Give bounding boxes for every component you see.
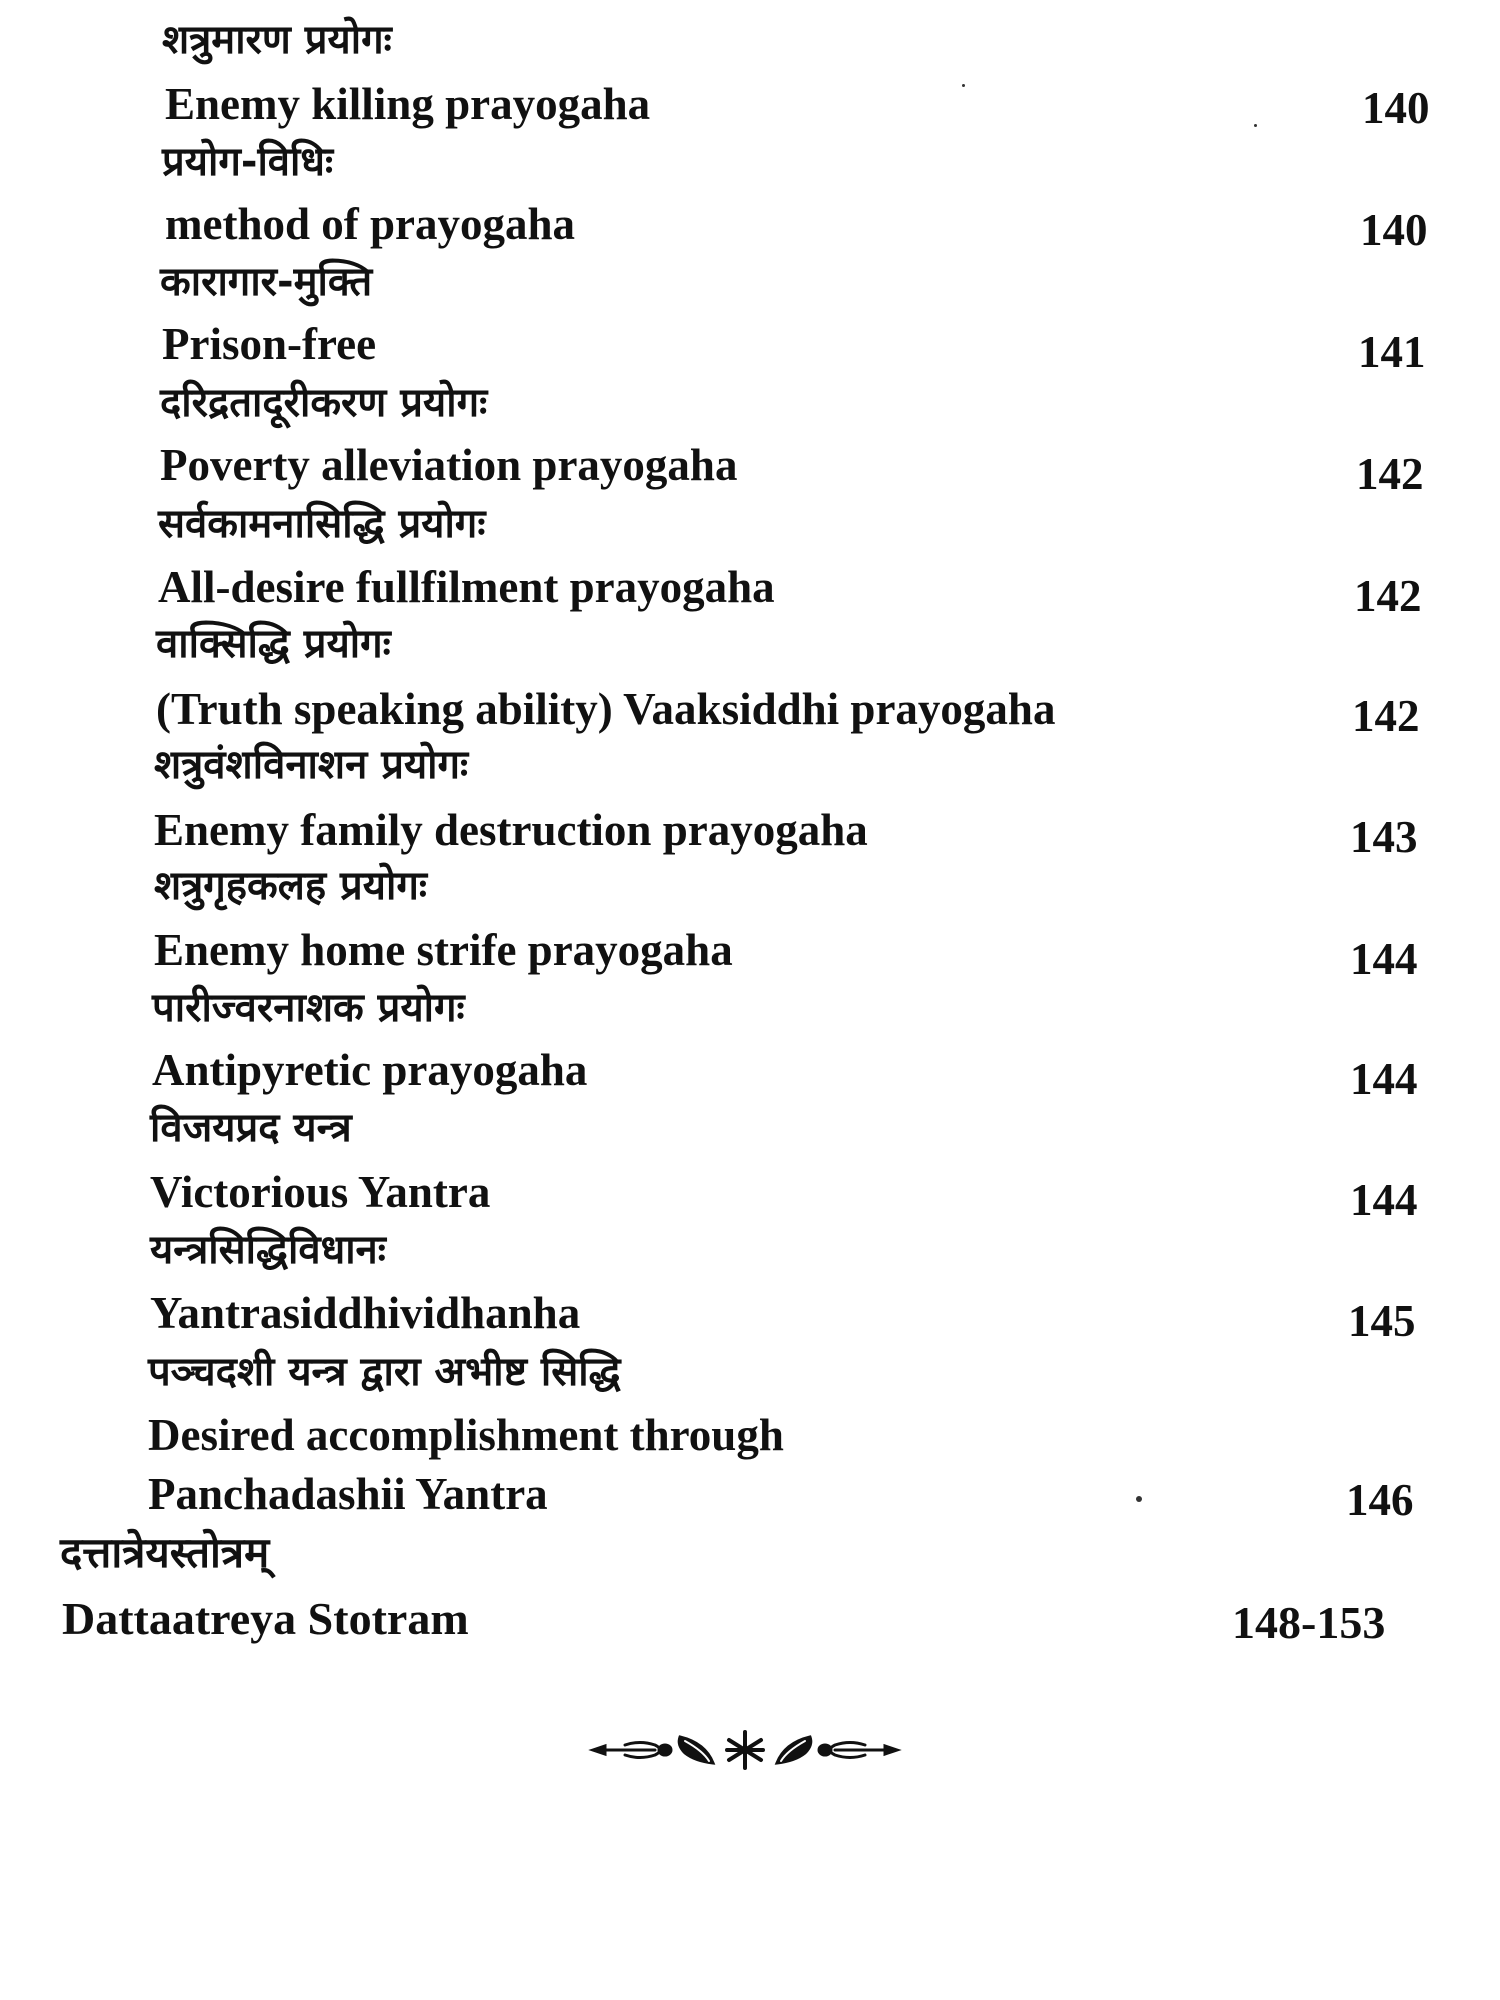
entry-page-number: 142 bbox=[1354, 571, 1422, 621]
scan-speck bbox=[962, 84, 965, 87]
entry-page-number: 144 bbox=[1350, 1054, 1418, 1104]
entry-page-number: 140 bbox=[1360, 205, 1428, 255]
entry-hindi-title: यन्त्रसिद्धिविधानः bbox=[150, 1227, 386, 1273]
entry-english-title: Prison-free bbox=[162, 319, 377, 369]
entry-english-title: method of prayogaha bbox=[165, 199, 576, 249]
entry-english-title: Enemy killing prayogaha bbox=[165, 79, 651, 129]
entry-hindi-title: वाक्सिद्धि प्रयोगः bbox=[156, 621, 391, 667]
entry-hindi-title: कारागार-मुक्ति bbox=[160, 259, 373, 305]
entry-page-number: 144 bbox=[1350, 934, 1418, 984]
entry-hindi-title: शत्रुगृहकलह प्रयोगः bbox=[154, 863, 427, 909]
entry-page-number: 141 bbox=[1358, 327, 1426, 377]
entry-hindi-title: पारीज्वरनाशक प्रयोगः bbox=[152, 985, 465, 1031]
entry-page-number: 140 bbox=[1362, 83, 1430, 133]
entry-page-number: 145 bbox=[1348, 1296, 1416, 1346]
entry-hindi-title: प्रयोग-विधिः bbox=[162, 139, 334, 185]
entry-page-number: 146 bbox=[1346, 1475, 1414, 1525]
floral-divider-ornament-icon bbox=[585, 1725, 905, 1775]
entry-hindi-title: शत्रुवंशविनाशन प्रयोगः bbox=[154, 742, 469, 788]
entry-hindi-title: दरिद्रतादूरीकरण प्रयोगः bbox=[160, 380, 488, 426]
entry-english-title: Antipyretic prayogaha bbox=[152, 1045, 588, 1095]
entry-hindi-title: विजयप्रद यन्त्र bbox=[150, 1105, 352, 1151]
entry-english-title: Poverty alleviation prayogaha bbox=[160, 440, 738, 490]
entry-english-title: (Truth speaking ability) Vaaksiddhi prayogaha bbox=[156, 684, 1056, 734]
scan-speck bbox=[1136, 1496, 1142, 1502]
entry-page-number: 144 bbox=[1350, 1175, 1418, 1225]
entry-english-title: Desired accomplishment through bbox=[148, 1410, 784, 1460]
entry-english-title: Yantrasiddhividhanha bbox=[150, 1288, 581, 1338]
entry-page-number: 142 bbox=[1356, 449, 1424, 499]
final-entry-english-title: Dattaatreya Stotram bbox=[62, 1593, 469, 1644]
entry-hindi-title: पञ्चदशी यन्त्र द्वारा अभीष्ट सिद्धि bbox=[148, 1349, 621, 1395]
entry-english-title: Victorious Yantra bbox=[150, 1167, 491, 1217]
entry-hindi-title: शत्रुमारण प्रयोगः bbox=[162, 17, 392, 63]
entry-hindi-title: सर्वकामनासिद्धि प्रयोगः bbox=[158, 501, 486, 547]
entry-english-title: Enemy family destruction prayogaha bbox=[154, 805, 868, 855]
final-entry-hindi-title: दत्तात्रेयस्तोत्रम् bbox=[60, 1528, 270, 1577]
final-entry-page-range: 148-153 bbox=[1232, 1597, 1386, 1648]
scan-speck bbox=[1254, 124, 1257, 127]
entry-english-title: All-desire fullfilment prayogaha bbox=[158, 562, 775, 612]
entry-page-number: 143 bbox=[1350, 812, 1418, 862]
entry-english-title: Enemy home strife prayogaha bbox=[154, 925, 733, 975]
entry-english-title-continued: Panchadashii Yantra bbox=[148, 1469, 548, 1519]
entry-page-number: 142 bbox=[1352, 691, 1420, 741]
